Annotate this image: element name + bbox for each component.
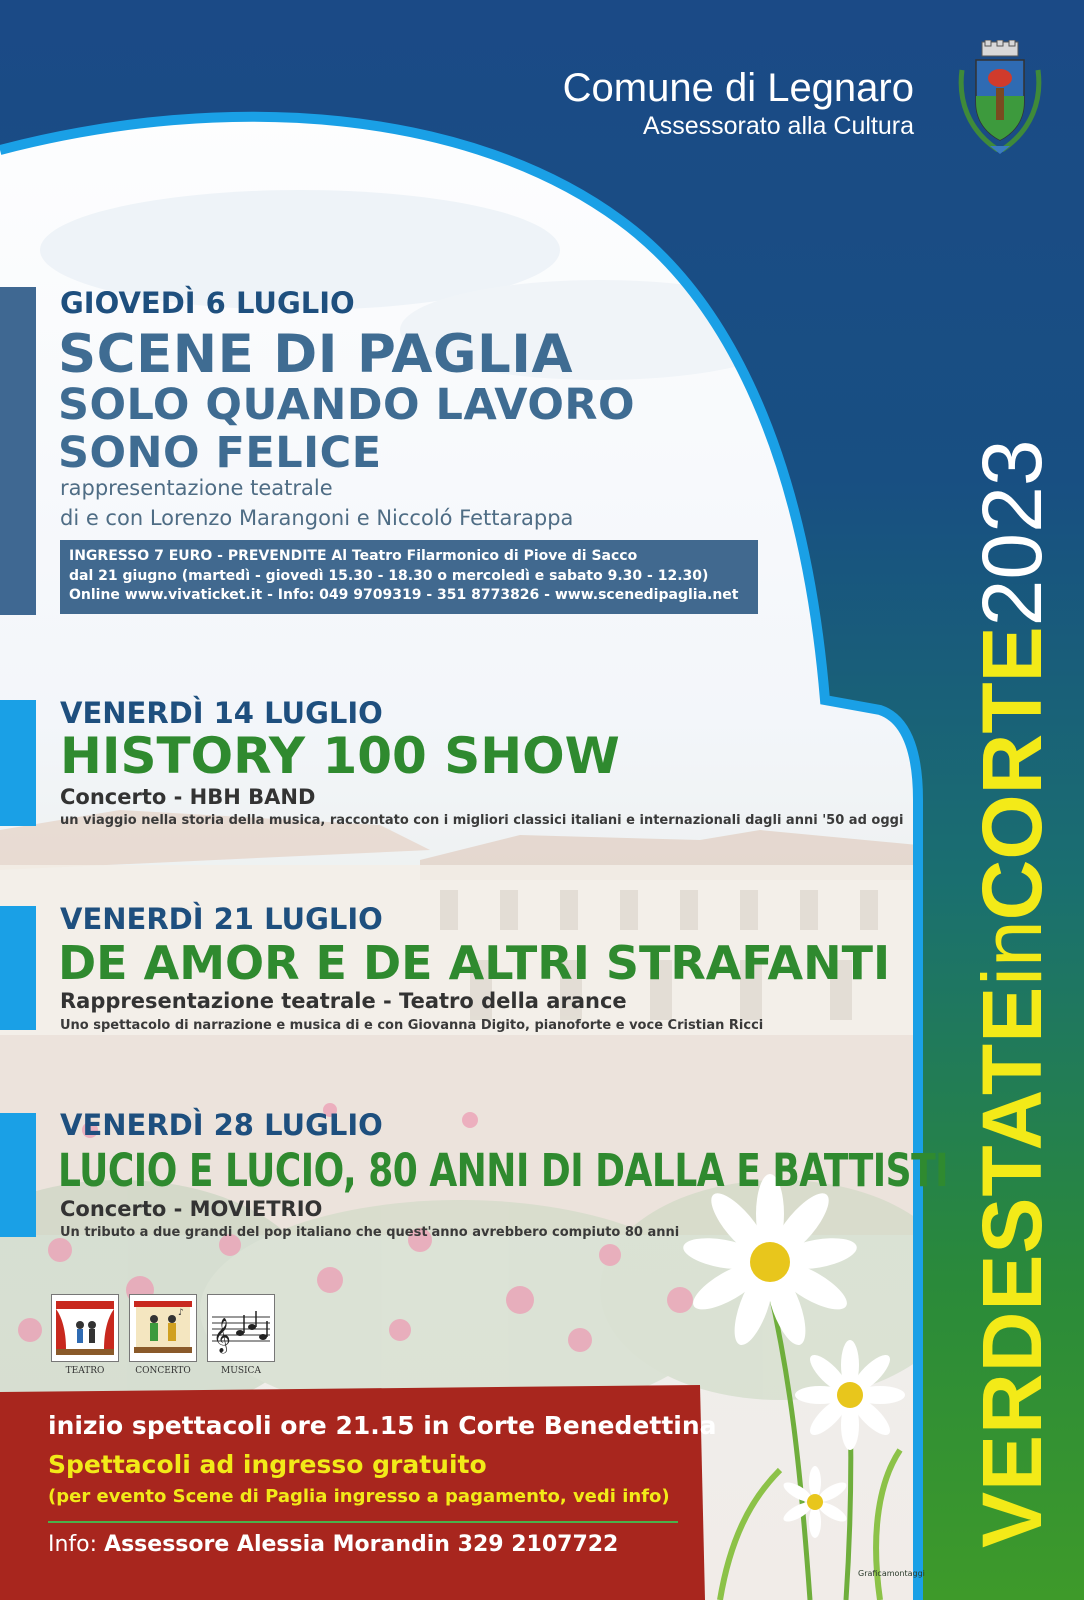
event-1-date: GIOVEDÌ 6 LUGLIO (60, 286, 355, 320)
graphic-credit: Graficamontaggi (858, 1569, 925, 1578)
category-label-musica: MUSICA (221, 1366, 261, 1376)
org-department: Assessorato alla Cultura (643, 112, 914, 140)
municipal-crest-icon (952, 40, 1048, 158)
event-2-description: un viaggio nella storia della musica, raccontato con i migliori classici italiani e internazionali dagli anni '50 ad oggi (60, 813, 904, 828)
ticket-info-line: Online www.vivaticket.it - Info: 049 9709319 - 351 8773826 - www.scenedipaglia.net (69, 587, 739, 603)
theatre-stage-icon (52, 1295, 118, 1361)
event-4-description: Un tributo a due grandi del pop italiano che quest'anno avrebbero compiuto 80 anni (60, 1225, 680, 1240)
concert-performers-icon (130, 1295, 196, 1361)
event-1-title-line-1: SCENE DI PAGLIA (58, 324, 573, 385)
info-prefix: Info: (48, 1532, 98, 1557)
festival-word-in: in (965, 920, 1059, 986)
svg-text:♪: ♪ (178, 1308, 184, 1318)
festival-title (965, 439, 1064, 1548)
event-1-title-line-2: SOLO QUANDO LAVORO (58, 380, 636, 430)
category-teatro (51, 1294, 119, 1362)
festival-word-corte: CORTE (965, 626, 1059, 921)
event-3-description: Uno spettacolo di narrazione e musica di e con Giovanna Digito, pianoforte e voce Cristian Ricci (60, 1018, 764, 1033)
event-4-date: VENERDÌ 28 LUGLIO (60, 1108, 383, 1142)
category-label-concerto: CONCERTO (135, 1366, 191, 1376)
start-time-line: inizio spettacoli ore 21.15 in Corte Benedettina (48, 1411, 717, 1440)
ticket-info-line: INGRESSO 7 EURO - PREVENDITE Al Teatro Filarmonico di Piove di Sacco (69, 548, 638, 564)
event-1-title-line-3: SONO FELICE (58, 428, 382, 478)
free-entry-line: Spettacoli ad ingresso gratuito (48, 1450, 487, 1479)
category-label-teatro: TEATRO (65, 1366, 105, 1376)
event-3-type: Rappresentazione teatrale - Teatro della arance (60, 989, 627, 1013)
event-3-title: DE AMOR E DE ALTRI STRAFANTI (58, 936, 891, 990)
event-4-marker (0, 1113, 36, 1237)
footer-divider (48, 1521, 678, 1523)
ticket-info-line: dal 21 giugno (martedì - giovedì 15.30 - 18.30 o mercoledì e sabato 9.30 - 12.30) (69, 567, 709, 584)
music-notes-icon (208, 1295, 274, 1361)
event-3-marker (0, 906, 36, 1030)
event-2-date: VENERDÌ 14 LUGLIO (60, 696, 383, 730)
event-2-title: HISTORY 100 SHOW (60, 727, 620, 785)
event-1-subtitle-line-1: rappresentazione teatrale (60, 476, 333, 500)
event-3-date: VENERDÌ 21 LUGLIO (60, 902, 383, 936)
festival-year: 2023 (965, 439, 1059, 627)
festival-word-verdestate: VERDESTATE (965, 985, 1059, 1548)
info-contact-line (48, 1532, 618, 1557)
info-contact: Assessore Alessia Morandin 329 2107722 (104, 1532, 619, 1557)
svg-text:𝄞: 𝄞 (213, 1318, 231, 1353)
event-4-title: LUCIO E LUCIO, 80 ANNI DI DALLA E BATTISTI (58, 1146, 949, 1198)
event-4-type: Concerto - MOVIETRIO (60, 1197, 323, 1221)
event-2-type: Concerto - HBH BAND (60, 785, 316, 809)
category-musica (207, 1294, 275, 1362)
category-concerto (129, 1294, 197, 1362)
event-2-marker (0, 700, 36, 826)
event-1-subtitle-line-2: di e con Lorenzo Marangoni e Niccoló Fettarappa (60, 506, 574, 530)
event-1-ticket-info (60, 540, 758, 614)
paid-event-note: (per evento Scene di Paglia ingresso a pagamento, vedi info) (48, 1486, 670, 1507)
org-name: Comune di Legnaro (562, 66, 914, 110)
event-1-marker (0, 287, 36, 615)
